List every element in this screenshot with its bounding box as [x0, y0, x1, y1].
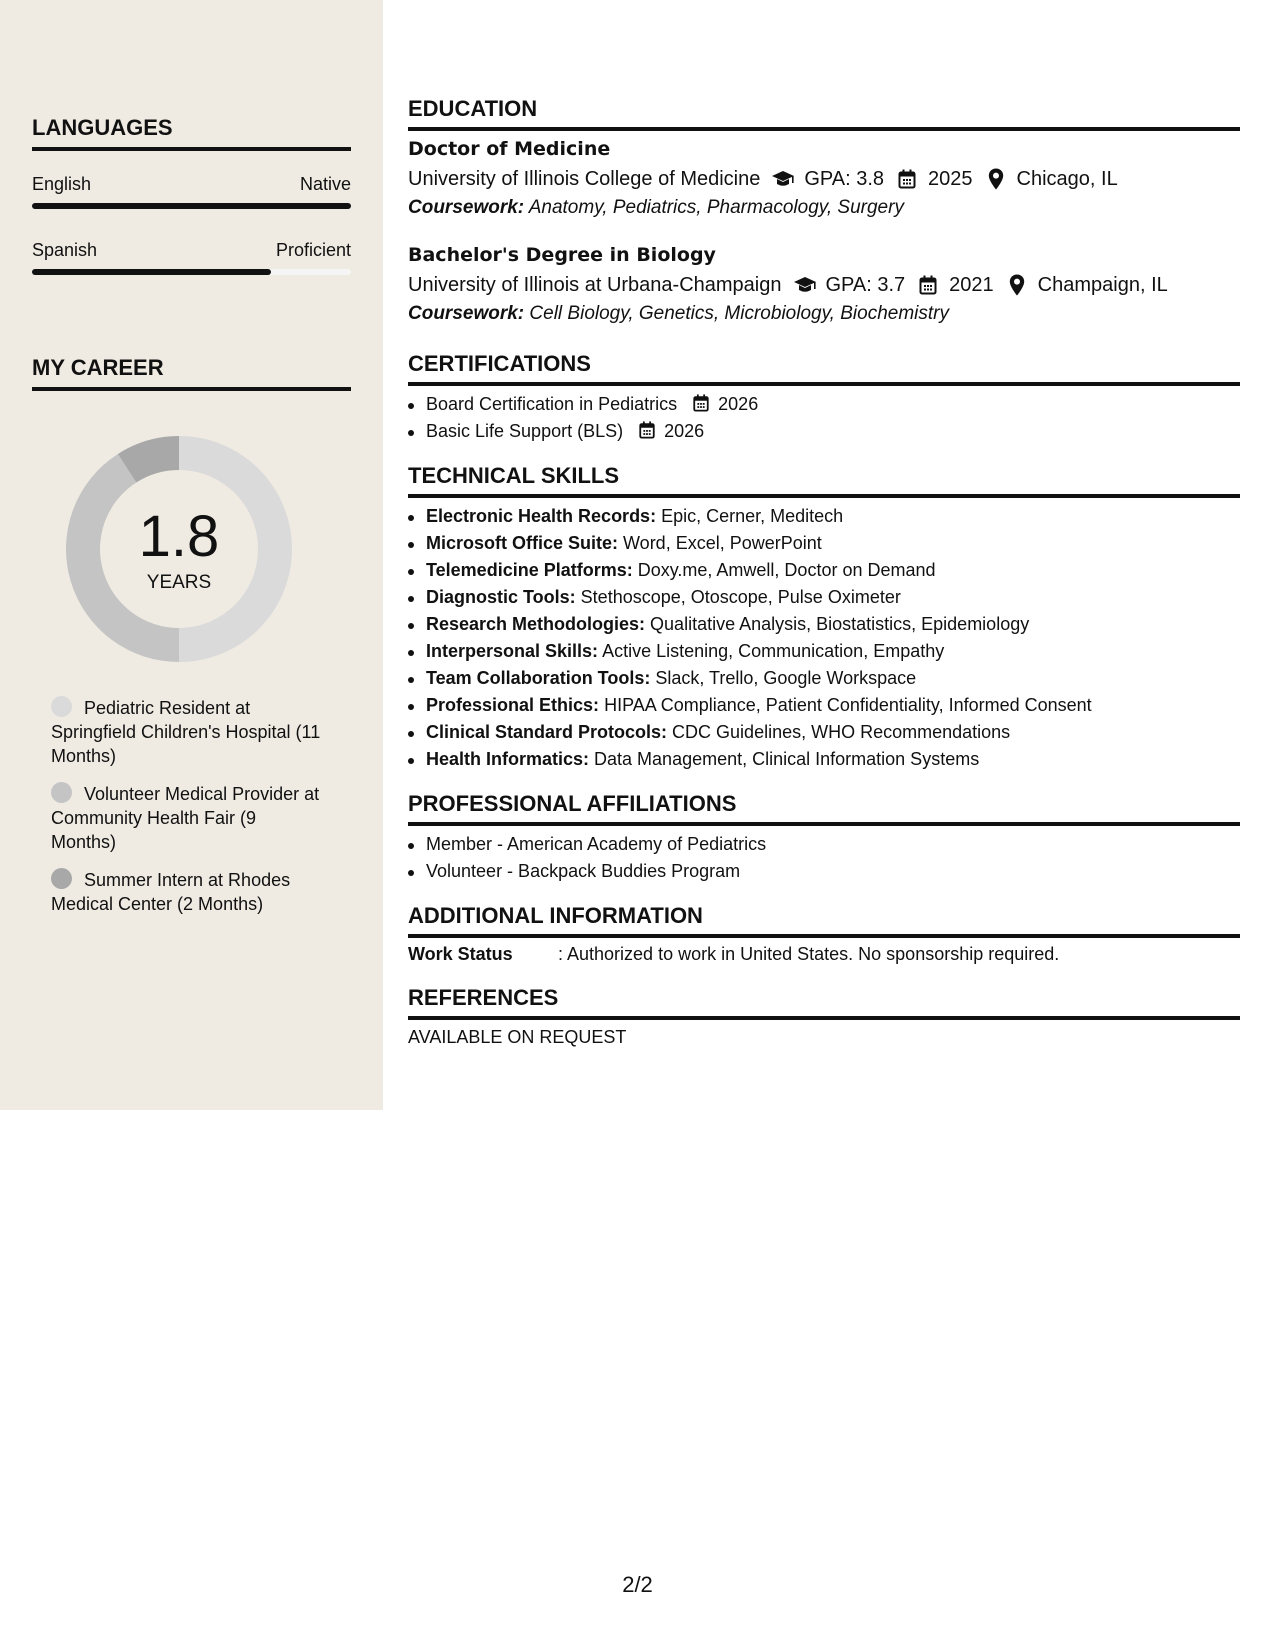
school-name: University of Illinois College of Medicine [408, 168, 761, 190]
education-meta [408, 167, 1240, 191]
affiliations-list [408, 831, 1240, 885]
skill-item [408, 530, 1240, 557]
work-status-value: : Authorized to work in United States. No sponsorship required. [558, 944, 1060, 964]
skill-label: Telemedicine Platforms: [426, 560, 633, 580]
skill-value: Active Listening, Communication, Empathy [598, 641, 945, 661]
affiliations-heading: PROFESSIONAL AFFILIATIONS [408, 791, 1240, 826]
legend-dot-icon [51, 696, 72, 717]
school-name: University of Illinois at Urbana-Champaign [408, 274, 782, 296]
map-pin-icon [1005, 274, 1029, 296]
page-number: 2/2 [622, 1572, 653, 1597]
certification-item [408, 418, 1240, 445]
career-total-value: 1.8 [138, 504, 220, 569]
legend-dot-icon [51, 868, 72, 889]
career-legend-item [51, 868, 321, 916]
skill-value: Stethoscope, Otoscope, Pulse Oximeter [575, 587, 901, 607]
references-heading: REFERENCES [408, 985, 1240, 1020]
references-text: AVAILABLE ON REQUEST [408, 1027, 627, 1047]
language-level-bar [32, 203, 351, 209]
degree-title: Doctor of Medicine [408, 138, 611, 160]
languages-section [32, 115, 351, 275]
calendar-icon [692, 394, 710, 412]
skill-label: Team Collaboration Tools: [426, 668, 651, 688]
gpa: GPA: 3.7 [825, 274, 906, 296]
career-legend-label: Volunteer Medical Provider at Community Health Fair (9 Months) [51, 784, 320, 852]
skill-item [408, 503, 1240, 530]
skill-item [408, 719, 1240, 746]
skill-value: Word, Excel, PowerPoint [618, 533, 822, 553]
career-donut-chart [64, 434, 294, 664]
skills-heading: TECHNICAL SKILLS [408, 463, 1240, 498]
language-level-fill [32, 203, 351, 209]
skill-item [408, 746, 1240, 773]
education-entry [408, 136, 1240, 219]
affiliation-item: Member - American Academy of Pediatrics [408, 831, 1240, 858]
degree-title: Bachelor's Degree in Biology [408, 244, 716, 266]
skill-value: Slack, Trello, Google Workspace [650, 668, 917, 688]
skill-label: Microsoft Office Suite: [426, 533, 619, 553]
certification-name: Board Certification in Pediatrics [426, 394, 678, 414]
coursework-list: Cell Biology, Genetics, Microbiology, Biochemistry [529, 303, 949, 324]
coursework-list: Anatomy, Pediatrics, Pharmacology, Surgery [528, 197, 904, 218]
affiliation-item: Volunteer - Backpack Buddies Program [408, 858, 1240, 885]
work-status-label: Work Status [408, 944, 513, 964]
language-level: Native [299, 174, 351, 194]
career-legend-item [51, 696, 321, 768]
skill-label: Interpersonal Skills: [426, 641, 599, 661]
skill-value: Data Management, Clinical Information Systems [589, 749, 980, 769]
certification-item [408, 391, 1240, 418]
skill-value: Epic, Cerner, Meditech [656, 506, 844, 526]
coursework [408, 197, 1240, 219]
skill-item [408, 692, 1240, 719]
work-status-row [408, 942, 1240, 966]
language-level: Proficient [275, 240, 351, 260]
skill-label: Health Informatics: [426, 749, 590, 769]
additional-heading: ADDITIONAL INFORMATION [408, 903, 1240, 938]
languages-heading: LANGUAGES [32, 115, 351, 151]
career-legend-item [51, 782, 321, 854]
skill-item [408, 557, 1240, 584]
certifications-heading: CERTIFICATIONS [408, 351, 1240, 386]
graduation-cap-icon [771, 168, 795, 190]
coursework-label: Coursework: [408, 197, 525, 218]
education-meta [408, 273, 1240, 297]
education-heading: EDUCATION [408, 96, 1240, 131]
map-pin-icon [984, 168, 1008, 190]
career-legend-label: Pediatric Resident at Springfield Children's Hospital (11 Months) [51, 698, 321, 766]
language-item [32, 173, 351, 209]
language-name: Spanish [32, 240, 98, 260]
skill-value: CDC Guidelines, WHO Recommendations [667, 722, 1011, 742]
certification-name: Basic Life Support (BLS) [426, 421, 624, 441]
language-item [32, 239, 351, 275]
education-entry [408, 242, 1240, 325]
skill-label: Clinical Standard Protocols: [426, 722, 668, 742]
graduation-year: 2021 [949, 274, 994, 296]
skills-list [408, 503, 1240, 773]
language-level-bar [32, 269, 351, 275]
skill-label: Professional Ethics: [426, 695, 600, 715]
skill-item [408, 665, 1240, 692]
skill-label: Research Methodologies: [426, 614, 646, 634]
graduation-year: 2025 [928, 168, 973, 190]
career-legend-label: Summer Intern at Rhodes Medical Center (2 Months) [51, 870, 291, 914]
career-heading: MY CAREER [32, 355, 351, 391]
certification-year: 2026 [664, 421, 705, 441]
skill-value: Doxy.me, Amwell, Doctor on Demand [632, 560, 936, 580]
certifications-list [408, 391, 1240, 445]
skill-item [408, 584, 1240, 611]
career-total-unit: YEARS [146, 572, 212, 593]
language-level-fill [32, 269, 271, 275]
skill-item [408, 638, 1240, 665]
school-location: Chicago, IL [1016, 168, 1118, 190]
legend-dot-icon [51, 782, 72, 803]
calendar-icon [895, 168, 919, 190]
skill-value: Qualitative Analysis, Biostatistics, Epidemiology [645, 614, 1030, 634]
language-name: English [32, 174, 92, 194]
certification-year: 2026 [718, 394, 759, 414]
skill-label: Diagnostic Tools: [426, 587, 576, 607]
calendar-icon [916, 274, 940, 296]
coursework-label: Coursework: [408, 303, 525, 324]
gpa: GPA: 3.8 [804, 168, 885, 190]
coursework [408, 303, 1240, 325]
career-legend [51, 696, 321, 930]
skill-item [408, 611, 1240, 638]
school-location: Champaign, IL [1037, 274, 1168, 296]
skill-label: Electronic Health Records: [426, 506, 657, 526]
skill-value: HIPAA Compliance, Patient Confidentiality, Informed Consent [599, 695, 1092, 715]
graduation-cap-icon [793, 274, 817, 296]
career-section [32, 355, 351, 391]
calendar-icon [638, 421, 656, 439]
sidebar [0, 0, 383, 1110]
